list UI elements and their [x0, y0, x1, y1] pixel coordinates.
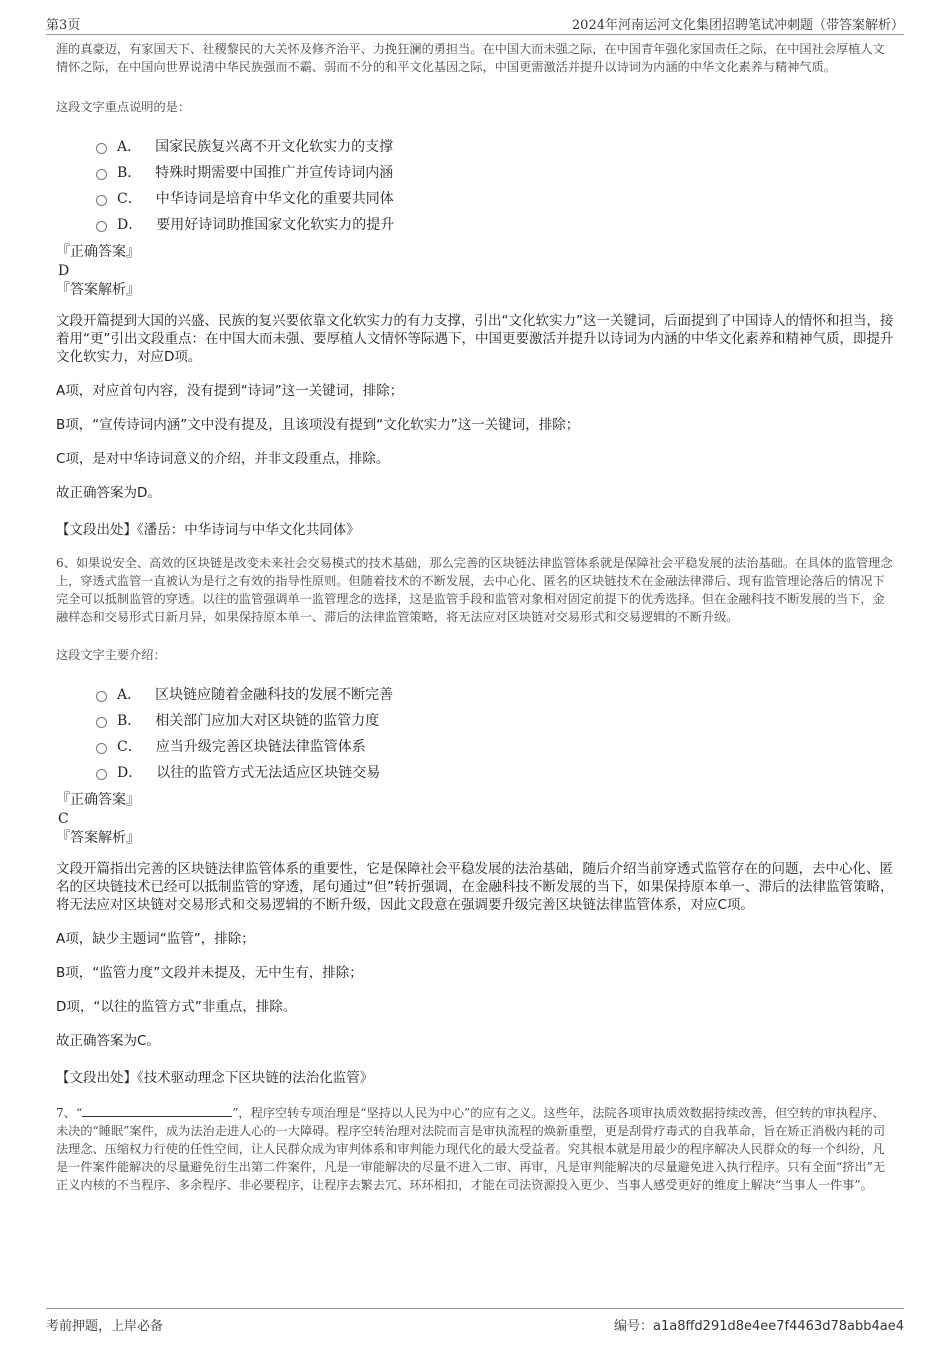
analysis-paragraph: A项，缺少主题词“监管”，排除；	[56, 931, 255, 947]
footer-code-label: 编号：	[613, 1319, 653, 1334]
q5-source: 【文段出处】《潘岳：中华诗词与中华文化共同体》	[56, 522, 360, 538]
option-letter: C．	[117, 191, 142, 207]
analysis-paragraph: C项，是对中华诗词意义的介绍，并非文段重点，排除。	[56, 451, 390, 467]
option-letter: D．	[117, 765, 143, 781]
option-text: 应当升级完善区块链法律监管体系	[155, 739, 366, 755]
q6-answer-label: 『正确答案』	[56, 792, 140, 808]
q5-prompt: 这段文字重点说明的是：	[56, 100, 191, 114]
q6-analysis	[56, 860, 894, 1086]
analysis-paragraph: B项，“宣传诗词内涵”文中没有提及，且该项没有提到“文化软实力”这一关键词，排除；	[56, 417, 580, 433]
q6-option-d[interactable]	[96, 759, 894, 785]
option-text: 国家民族复兴离不开文化软实力的支撑	[155, 139, 394, 155]
q6-option-b[interactable]	[96, 707, 894, 733]
q7-blank[interactable]	[82, 1104, 232, 1117]
radio-icon[interactable]	[96, 169, 107, 180]
analysis-paragraph: 故正确答案为D。	[56, 485, 161, 501]
q5-option-d[interactable]	[96, 211, 894, 237]
analysis-paragraph: 文段开篇指出完善的区块链法律监管体系的重要性，它是保障社会平稳发展的法治基础，随后介绍当前穿透式监管存在的问题，去中心化、匿名的区块链技术已经可以抵制监管的穿透，尾句通过“但”转折强调，在金融科技不断发展的当下，如果保持原本单一、滞后的法律监管策略，将无法应对区块链对交易形式和交易逻辑的不断升级，因此文段意在强调要升级完善区块链法律监管体系，对应C项。	[56, 861, 894, 913]
radio-icon[interactable]	[96, 717, 107, 728]
option-letter: D．	[117, 217, 143, 233]
radio-icon[interactable]	[96, 195, 107, 206]
q6-prompt: 这段文字主要介绍：	[56, 648, 166, 662]
option-letter: C．	[117, 739, 142, 755]
radio-icon[interactable]	[96, 221, 107, 232]
footer-slogan: 考前押题，上岸必备	[46, 1319, 164, 1334]
option-letter: A．	[117, 139, 142, 155]
q6-option-a[interactable]	[96, 681, 894, 707]
q5-passage: 涯的真豪迈，有家国天下、社稷黎民的大关怀及修齐治平、力挽狂澜的勇担当。在中国大而未强之际，在中国青年强化家国责任之际，在中国社会厚植人文情怀之际，在中国向世界说清中华民族强而不霸、弱而不分的和平文化基因之际，中国更需激活并提升以诗词为内涵的中华文化素养与精神气质。	[56, 42, 885, 74]
option-letter: A．	[117, 687, 142, 703]
option-text: 区块链应随着金融科技的发展不断完善	[155, 687, 394, 703]
option-text: 要用好诗词助推国家文化软实力的提升	[156, 217, 395, 233]
analysis-paragraph: B项，“监管力度”文段并未提及，无中生有，排除；	[56, 965, 363, 981]
radio-icon[interactable]	[96, 143, 107, 154]
footer-code	[614, 1315, 904, 1334]
q6-passage: 6、如果说安全、高效的区块链是改变未来社会交易模式的技术基础，那么完善的区块链法律监管体系就是保障社会平稳发展的法治基础。在具体的监管理念上，穿透式监管一直被认为是行之有效的指导性原则。但随着技术的不断发展，去中心化、匿名的区块链技术在金融法律滞后、现有监管理论落后的情况下完全可以抵制监管的穿透。以往的监管强调单一监管理念的选择，这是监管手段和监管对象相对固定前提下的优秀选择。但在金融科技不断发展的当下，金融样态和交易形式日新月异，如果保持原本单一、滞后的法律监管策略，将无法应对区块链对交易形式和交易逻辑的不断升级。	[56, 556, 893, 624]
radio-icon[interactable]	[96, 691, 107, 702]
q5-option-a[interactable]	[96, 133, 894, 159]
option-text: 特殊时期需要中国推广并宣传诗词内涵	[155, 165, 394, 181]
footer-code-value: a1a8ffd291d8e4ee7f4463d78abb4ae4	[653, 1319, 904, 1334]
q5-option-b[interactable]	[96, 159, 894, 185]
q6-option-c[interactable]	[96, 733, 894, 759]
q7-text: ”，程序空转专项治理是“坚持以人民为中心”的应有之义。这些年，法院各项审执质效数据持续改善，但空转的审执程序、未决的“睡眠”案件，成为法治走进人心的一大障碍。程序空转治理对法院而言是审执流程的焕新重塑，更是刮骨疗毒式的自我革命，旨在矫正消极内耗的司法理念、压缩权力行使的任性空间，让人民群众成为审判体系和审判能力现代化的最大受益者。究其根本就是用最少的程序解决人民群众的每一个纠纷，凡是一件案件能解决的尽量避免衍生出第二件案件，凡是一审能解决的尽量不进入二审、再审，凡是审判能解决的尽量避免进入执行程序。只有全面“挤出”无正义内核的不当程序、多余程序、非必要程序，让程序去繁去冗、环环相扣，才能在司法资源投入更少、当事人感受更好的维度上解决“当事人一件事”。	[56, 1106, 886, 1192]
option-text: 中华诗词是培育中华文化的重要共同体	[155, 191, 394, 207]
analysis-paragraph: D项，“以往的监管方式”非重点，排除。	[56, 999, 297, 1015]
option-text: 以往的监管方式无法适应区块链交易	[156, 765, 381, 781]
q6-analysis-label: 『答案解析』	[56, 830, 140, 846]
q6-options	[96, 681, 894, 785]
q5-answer: D	[58, 263, 70, 279]
q5-analysis-label: 『答案解析』	[56, 282, 140, 298]
analysis-paragraph: 故正确答案为C。	[56, 1033, 160, 1049]
option-letter: B．	[117, 713, 142, 729]
page-number: 第3页	[46, 18, 81, 33]
option-letter: B．	[117, 165, 142, 181]
q7-passage	[56, 1104, 894, 1194]
analysis-paragraph: A项，对应首句内容，没有提到“诗词”这一关键词，排除；	[56, 383, 404, 399]
q6-answer: C	[58, 811, 69, 827]
option-text: 相关部门应加大对区块链的监管力度	[155, 713, 380, 729]
page-header	[46, 10, 904, 35]
q5-options	[96, 133, 894, 237]
analysis-paragraph: 文段开篇提到大国的兴盛、民族的复兴要依靠文化软实力的有力支撑，引出“文化软实力”这一关键词，后面提到了中国诗人的情怀和担当，接着用“更”引出文段重点：在中国大而未强、要厚植人文情怀等际遇下，中国更要激活并提升以诗词为内涵的中华文化素养和精神气质，即提升文化软实力，对应D项。	[56, 313, 894, 365]
q5-option-c[interactable]	[96, 185, 894, 211]
q7-number: 7、“	[56, 1106, 83, 1120]
document-title: 2024年河南运河文化集团招聘笔试冲刺题（带答案解析）	[571, 18, 904, 33]
q5-answer-label: 『正确答案』	[56, 244, 140, 260]
radio-icon[interactable]	[96, 743, 107, 754]
q5-analysis	[56, 312, 894, 538]
page-footer	[46, 1308, 904, 1335]
radio-icon[interactable]	[96, 769, 107, 780]
q6-source: 【文段出处】《技术驱动理念下区块链的法治化监管》	[56, 1070, 374, 1086]
page-content	[56, 40, 894, 1194]
